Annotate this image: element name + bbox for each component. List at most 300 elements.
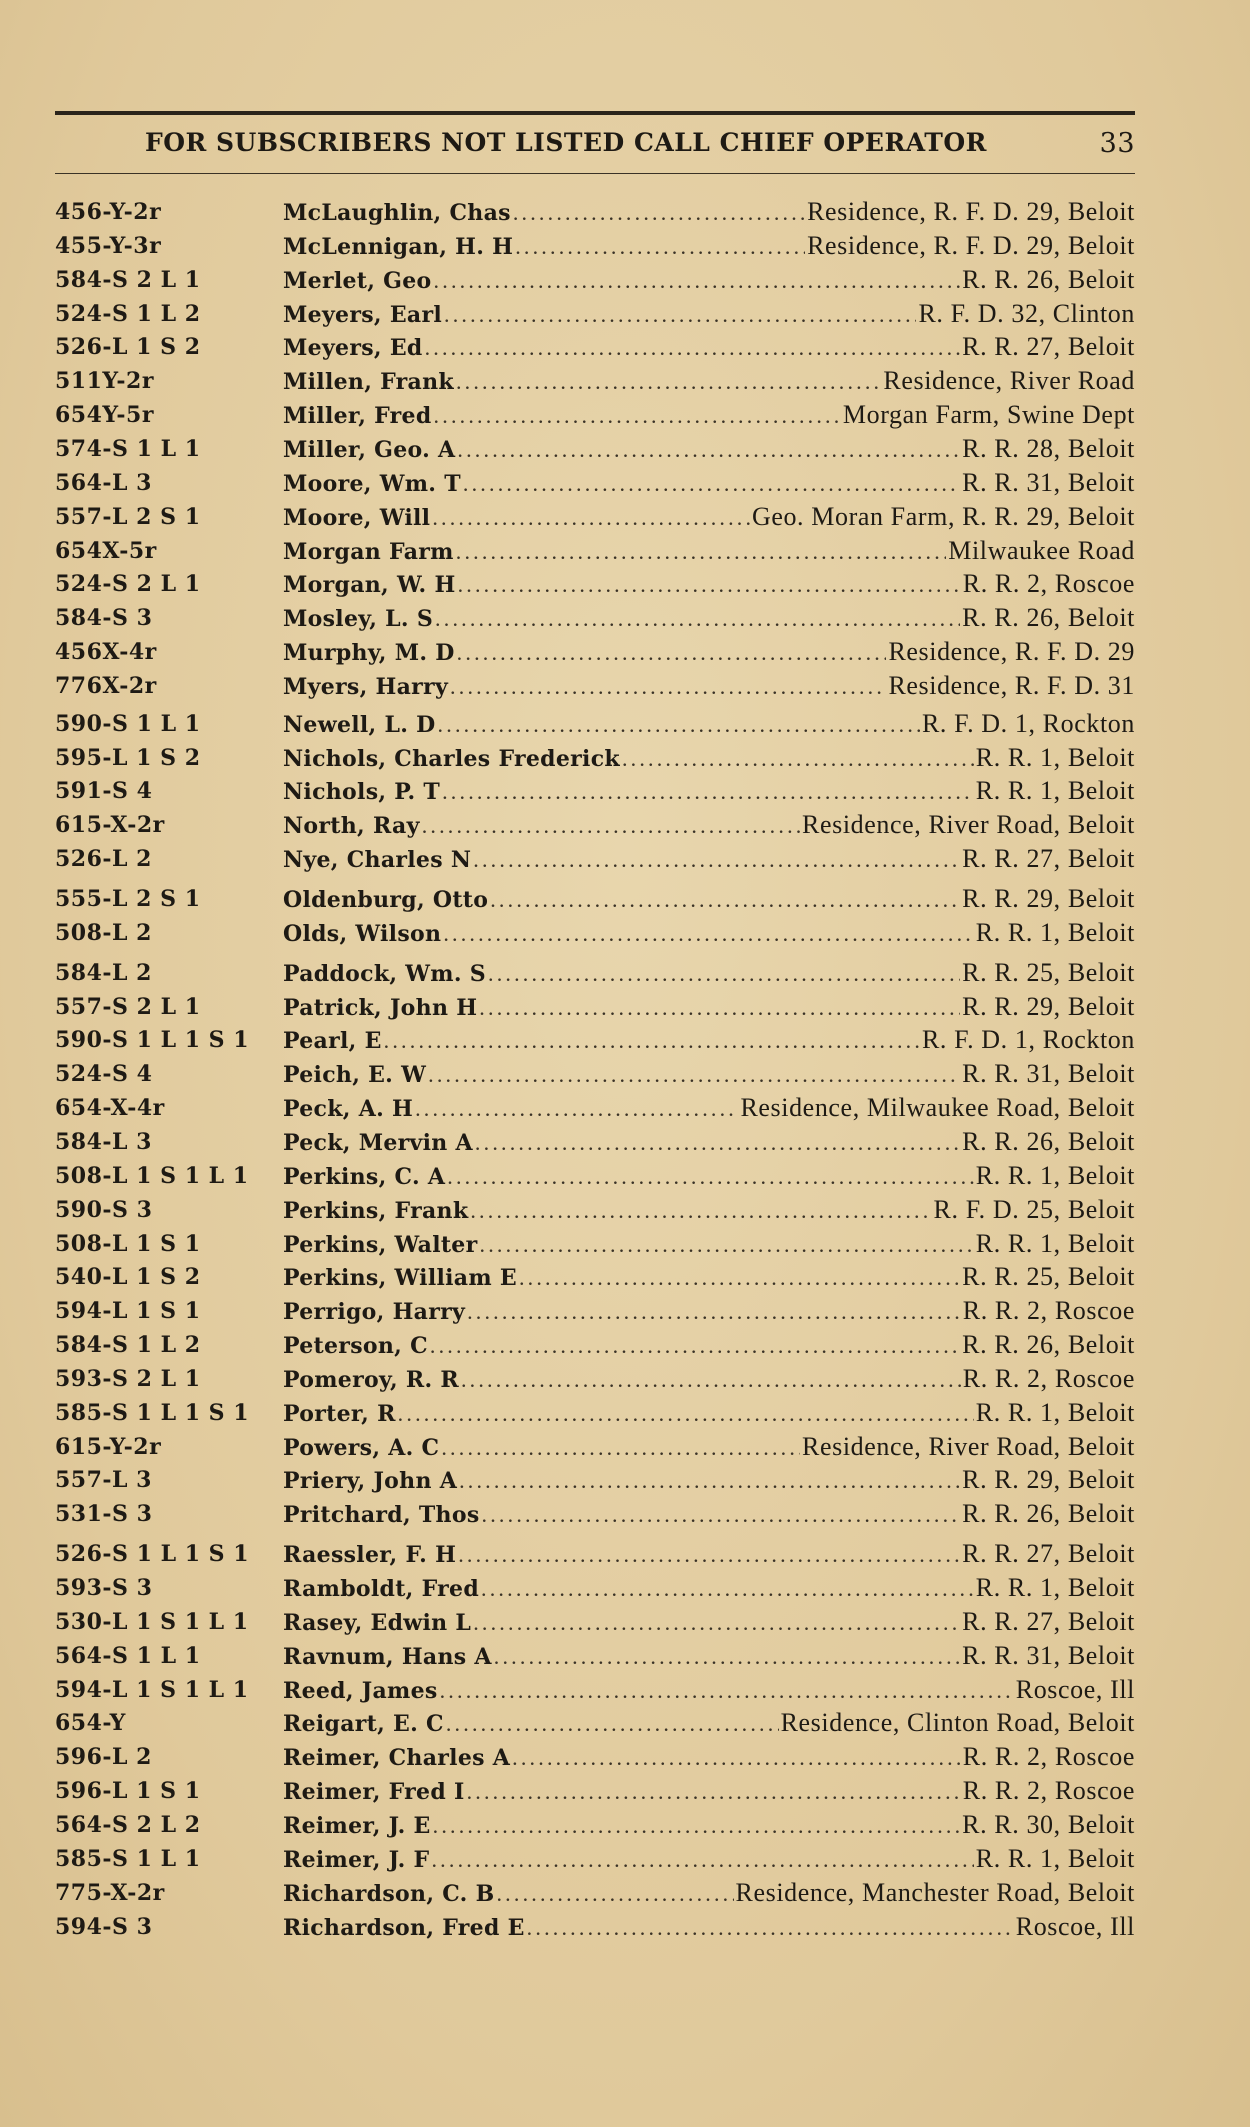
subscriber-entry xyxy=(283,298,1135,331)
dot-leader xyxy=(519,1262,960,1294)
header-top-rule xyxy=(55,111,1135,115)
phone-number: 508-L 1 S 1 L 1 xyxy=(55,1162,249,1189)
dot-leader xyxy=(441,1432,800,1464)
phone-number: 456-Y-2r xyxy=(55,199,162,225)
subscriber-entry xyxy=(283,991,1135,1024)
subscriber-address: Residence, R. F. D. 31 xyxy=(888,670,1135,700)
subscriber-name: Paddock, Wm. S xyxy=(283,960,486,987)
subscriber-name: Priery, John A xyxy=(283,1468,458,1495)
subscriber-entry xyxy=(283,1640,1135,1673)
dot-leader xyxy=(470,1195,931,1227)
listing-row xyxy=(0,1092,1250,1124)
dot-leader xyxy=(494,1641,960,1673)
listing-row xyxy=(0,298,1250,330)
phone-number: 455-Y-3r xyxy=(55,232,162,259)
phone-number: 564-S 2 L 2 xyxy=(55,1811,201,1838)
subscriber-address: R. R. 1, Beloit xyxy=(975,776,1135,806)
dot-leader xyxy=(527,1912,1014,1944)
dot-leader xyxy=(457,434,960,466)
subscriber-address: R. R. 31, Beloit xyxy=(962,467,1135,497)
listing-row xyxy=(0,1228,1250,1260)
subscriber-entry xyxy=(283,433,1135,466)
dot-leader xyxy=(496,1878,733,1910)
subscriber-address: R. R. 1, Beloit xyxy=(975,1160,1135,1190)
subscriber-entry xyxy=(283,1775,1135,1808)
subscriber-entry xyxy=(283,365,1135,398)
phone-number: 594-L 1 S 1 L 1 xyxy=(55,1676,249,1703)
subscriber-name: Ramboldt, Fred xyxy=(283,1576,480,1602)
dot-leader xyxy=(482,1499,961,1531)
listing-row xyxy=(0,1572,1250,1604)
subscriber-entry xyxy=(283,501,1135,534)
subscriber-entry xyxy=(283,1674,1135,1707)
phone-number: 594-L 1 S 1 xyxy=(55,1298,201,1325)
listing-row xyxy=(0,670,1250,702)
subscriber-address: R. R. 2, Roscoe xyxy=(962,1776,1135,1806)
dot-leader xyxy=(512,1742,961,1774)
dot-leader xyxy=(432,502,750,534)
subscriber-entry xyxy=(283,1261,1135,1294)
page-header xyxy=(55,128,1135,168)
header-title: FOR SUBSCRIBERS NOT LISTED CALL CHIEF OPERATOR xyxy=(145,128,987,157)
subscriber-address: R. R. 30, Beloit xyxy=(962,1809,1135,1839)
dot-leader xyxy=(415,1093,738,1125)
phone-number: 584-S 2 L 1 xyxy=(55,266,201,293)
phone-number: 654-Y xyxy=(55,1710,126,1737)
phone-number: 524-S 4 xyxy=(55,1061,153,1088)
phone-number: 557-L 2 S 1 xyxy=(55,503,201,530)
listing-row xyxy=(0,883,1250,915)
dot-leader xyxy=(434,400,841,432)
subscriber-name: Ravnum, Hans A xyxy=(283,1643,492,1670)
phone-number: 593-S 2 L 1 xyxy=(55,1365,201,1392)
subscriber-name: Raessler, F. H xyxy=(283,1542,457,1569)
phone-number: 456X-4r xyxy=(55,639,157,666)
phone-number: 590-S 1 L 1 S 1 xyxy=(55,1027,250,1054)
subscriber-name: Porter, R xyxy=(283,1400,396,1427)
subscriber-name: Rasey, Edwin L xyxy=(283,1609,472,1636)
subscriber-name: Nye, Charles N xyxy=(283,847,472,874)
subscriber-entry xyxy=(283,1126,1135,1159)
dot-leader xyxy=(430,1330,960,1362)
listing-row xyxy=(0,1024,1250,1056)
subscriber-address: Residence, River Road xyxy=(883,366,1135,396)
phone-number: 615-X-2r xyxy=(55,812,165,839)
listing-row xyxy=(0,1674,1250,1706)
subscriber-entry xyxy=(283,1092,1135,1125)
phone-number: 530-L 1 S 1 L 1 xyxy=(55,1608,249,1635)
subscriber-name: Olds, Wilson xyxy=(283,920,442,947)
subscriber-address: Milwaukee Road xyxy=(948,535,1135,565)
phone-number: 524-S 1 L 2 xyxy=(55,300,201,327)
subscriber-entry xyxy=(283,636,1135,669)
subscriber-address: Morgan Farm, Swine Dept xyxy=(842,400,1135,430)
subscriber-address: R. F. D. 1, Rockton xyxy=(921,1025,1135,1055)
listing-row xyxy=(0,331,1250,363)
listing-row xyxy=(0,1431,1250,1463)
subscriber-name: Pearl, E xyxy=(283,1028,382,1055)
subscriber-address: Residence, R. F. D. 29, Beloit xyxy=(807,197,1135,226)
phone-number: 555-L 2 S 1 xyxy=(55,886,201,912)
listing-row xyxy=(0,1809,1250,1841)
dot-leader xyxy=(479,992,960,1024)
subscriber-name: Morgan Farm xyxy=(283,538,454,565)
subscriber-name: Miller, Fred xyxy=(283,403,432,430)
subscriber-entry xyxy=(283,331,1135,364)
dot-leader xyxy=(475,1127,960,1159)
phone-number: 585-S 1 L 1 xyxy=(55,1845,201,1872)
listing-row xyxy=(0,843,1250,875)
subscriber-name: Peich, E. W xyxy=(283,1062,427,1089)
subscriber-address: Geo. Moran Farm, R. R. 29, Beloit xyxy=(751,501,1135,531)
listing-row xyxy=(0,1329,1250,1361)
subscriber-name: McLennigan, H. H xyxy=(283,233,514,260)
listing-row xyxy=(0,1464,1250,1496)
phone-number: 654-X-4r xyxy=(55,1095,165,1122)
subscriber-name: Reimer, Charles A xyxy=(283,1745,511,1772)
listing-row xyxy=(0,1194,1250,1226)
phone-number: 776X-2r xyxy=(55,672,157,699)
dot-leader xyxy=(467,1296,961,1328)
subscriber-name: Peck, Mervin A xyxy=(283,1129,473,1156)
phone-number: 526-L 2 xyxy=(55,846,152,873)
subscriber-address: Residence, River Road, Beloit xyxy=(802,1431,1135,1461)
listing-row xyxy=(0,957,1250,989)
phone-number: 574-S 1 L 1 xyxy=(55,435,201,462)
subscriber-name: Meyers, Ed xyxy=(283,335,423,362)
listing-row xyxy=(0,1775,1250,1807)
phone-number: 654X-5r xyxy=(55,537,157,564)
listing-row xyxy=(0,1843,1250,1875)
subscriber-name: Reimer, Fred I xyxy=(283,1779,465,1806)
subscriber-name: Moore, Will xyxy=(283,504,431,531)
subscriber-entry xyxy=(283,1329,1135,1362)
subscriber-name: Nichols, Charles Frederick xyxy=(283,745,620,772)
subscriber-address: R. R. 28, Beloit xyxy=(962,433,1135,463)
dot-leader xyxy=(473,844,960,876)
subscriber-name: Merlet, Geo xyxy=(283,267,432,294)
subscriber-name: Perkins, Frank xyxy=(283,1197,469,1224)
subscriber-address: R. R. 27, Beloit xyxy=(962,332,1135,362)
dot-leader xyxy=(428,1059,960,1091)
phone-number: 584-L 2 xyxy=(55,959,152,986)
subscriber-address: R. R. 2, Roscoe xyxy=(962,1363,1135,1393)
subscriber-entry xyxy=(283,1877,1135,1910)
dot-leader xyxy=(438,709,920,741)
phone-number: 590-S 1 L 1 xyxy=(55,710,201,737)
subscriber-address: R. R. 26, Beloit xyxy=(962,603,1135,633)
subscriber-address: R. R. 29, Beloit xyxy=(962,884,1135,913)
listing-row xyxy=(0,1363,1250,1395)
subscriber-entry xyxy=(283,1160,1135,1193)
subscriber-entry xyxy=(283,917,1135,950)
subscriber-entry xyxy=(283,1707,1135,1740)
listing-row xyxy=(0,433,1250,465)
subscriber-name: Oldenburg, Otto xyxy=(283,887,489,913)
subscriber-address: R. R. 29, Beloit xyxy=(962,1465,1135,1495)
subscriber-address: R. R. 27, Beloit xyxy=(962,844,1135,874)
listing-row xyxy=(0,991,1250,1023)
phone-number: 585-S 1 L 1 S 1 xyxy=(55,1399,250,1426)
subscriber-name: Newell, L. D xyxy=(283,711,436,738)
listing-row xyxy=(0,1877,1250,1909)
listing-row xyxy=(0,708,1250,740)
subscriber-entry xyxy=(283,1741,1135,1774)
phone-number: 590-S 3 xyxy=(55,1196,153,1223)
dot-leader xyxy=(456,536,947,568)
dot-leader xyxy=(442,776,974,808)
subscriber-address: Residence, R. F. D. 29 xyxy=(888,637,1135,667)
subscriber-entry xyxy=(283,1194,1135,1227)
listing-row xyxy=(0,1058,1250,1090)
phone-number: 526-S 1 L 1 S 1 xyxy=(55,1541,250,1568)
subscriber-address: R. R. 25, Beloit xyxy=(962,1262,1135,1292)
phone-number: 595-L 1 S 2 xyxy=(55,744,201,771)
subscriber-entry xyxy=(283,264,1135,297)
subscriber-address: R. R. 25, Beloit xyxy=(962,957,1135,987)
dot-leader xyxy=(440,1675,1014,1707)
subscriber-address: R. R. 31, Beloit xyxy=(962,1059,1135,1089)
dot-leader xyxy=(384,1025,920,1057)
subscriber-name: Reimer, J. F xyxy=(283,1846,430,1873)
subscriber-entry xyxy=(283,775,1135,808)
dot-leader xyxy=(513,197,805,229)
subscriber-name: Peterson, C xyxy=(283,1333,428,1360)
subscriber-entry xyxy=(283,742,1135,775)
subscriber-entry xyxy=(283,1431,1135,1464)
dot-leader xyxy=(480,1229,974,1261)
subscriber-name: Powers, A. C xyxy=(283,1434,440,1461)
subscriber-name: Pritchard, Thos xyxy=(283,1502,480,1529)
subscriber-address: R. R. 1, Beloit xyxy=(975,1843,1135,1873)
subscriber-address: R. R. 1, Beloit xyxy=(975,1397,1135,1427)
subscriber-name: Nichols, P. T xyxy=(283,779,441,806)
phone-number: 508-L 2 xyxy=(55,919,152,946)
phone-number: 557-L 3 xyxy=(55,1467,152,1494)
subscriber-entry xyxy=(283,670,1135,703)
listing-row xyxy=(0,1261,1250,1293)
subscriber-address: R. R. 1, Beloit xyxy=(975,917,1135,947)
phone-number: 584-L 3 xyxy=(55,1128,152,1155)
subscriber-entry xyxy=(283,1843,1135,1876)
subscriber-entry xyxy=(283,230,1135,263)
subscriber-name: Peck, A. H xyxy=(283,1096,414,1123)
phone-number: 654Y-5r xyxy=(55,402,154,429)
subscriber-address: R. R. 2, Roscoe xyxy=(962,1296,1135,1326)
subscriber-address: R. R. 26, Beloit xyxy=(962,1330,1135,1360)
listing-row xyxy=(0,1295,1250,1327)
subscriber-address: Residence, River Road, Beloit xyxy=(802,810,1135,840)
listing-row xyxy=(0,230,1250,262)
phone-number: 511Y-2r xyxy=(55,368,154,395)
listing-row xyxy=(0,742,1250,774)
dot-leader xyxy=(422,810,800,842)
subscriber-entry xyxy=(283,957,1135,990)
phone-number: 508-L 1 S 1 xyxy=(55,1230,201,1257)
subscriber-address: Residence, Manchester Road, Beloit xyxy=(735,1877,1135,1907)
subscriber-name: Richardson, C. B xyxy=(283,1880,495,1907)
subscriber-address: R. R. 27, Beloit xyxy=(962,1539,1135,1569)
phone-number: 584-S 3 xyxy=(55,605,153,632)
subscriber-address: R. R. 26, Beloit xyxy=(962,264,1135,294)
phone-number: 596-L 2 xyxy=(55,1744,152,1771)
listing-row xyxy=(0,1640,1250,1672)
subscriber-name: Moore, Wm. T xyxy=(283,470,461,497)
subscriber-name: Richardson, Fred E xyxy=(283,1914,525,1941)
subscriber-entry xyxy=(283,467,1135,500)
subscriber-entry xyxy=(283,1228,1135,1261)
dot-leader xyxy=(457,637,887,669)
phone-number: 557-S 2 L 1 xyxy=(55,993,201,1020)
dot-leader xyxy=(481,1573,974,1605)
subscriber-entry xyxy=(283,809,1135,842)
dot-leader xyxy=(431,1844,973,1876)
dot-leader xyxy=(456,366,881,398)
dot-leader xyxy=(434,265,961,297)
subscriber-name: Perkins, William E xyxy=(283,1265,517,1292)
subscriber-entry xyxy=(283,1024,1135,1057)
dot-leader xyxy=(425,332,961,364)
subscriber-entry xyxy=(283,843,1135,876)
listing-row xyxy=(0,196,1250,228)
dot-leader xyxy=(447,1161,973,1193)
listing-row xyxy=(0,775,1250,807)
dot-leader xyxy=(490,884,960,916)
subscriber-address: Roscoe, Ill xyxy=(1015,1674,1135,1704)
subscriber-address: R. R. 26, Beloit xyxy=(962,1499,1135,1529)
subscriber-entry xyxy=(283,1498,1135,1531)
dot-leader xyxy=(467,1776,961,1808)
phone-number: 524-S 2 L 1 xyxy=(55,571,201,598)
phone-number: 564-S 1 L 1 xyxy=(55,1642,201,1669)
subscriber-name: Pomeroy, R. R xyxy=(283,1366,459,1393)
dot-leader xyxy=(433,1810,961,1842)
subscriber-address: R. R. 27, Beloit xyxy=(962,1606,1135,1636)
subscriber-entry xyxy=(283,1538,1135,1571)
subscriber-address: Residence, R. F. D. 29, Beloit xyxy=(807,230,1135,260)
subscriber-name: Morgan, W. H xyxy=(283,572,456,599)
subscriber-entry xyxy=(283,1606,1135,1639)
subscriber-name: Mosley, L. S xyxy=(283,606,434,633)
listing-row xyxy=(0,1397,1250,1429)
listing-row xyxy=(0,1538,1250,1570)
subscriber-address: Residence, Clinton Road, Beloit xyxy=(780,1708,1135,1738)
subscriber-entry xyxy=(283,196,1135,229)
dot-leader xyxy=(459,1465,960,1497)
subscriber-address: R. R. 1, Beloit xyxy=(975,742,1135,772)
page-number: 33 xyxy=(1099,128,1135,159)
subscriber-entry xyxy=(283,1464,1135,1497)
dot-leader xyxy=(443,918,973,950)
subscriber-address: R. R. 2, Roscoe xyxy=(962,569,1135,599)
subscriber-address: Residence, Milwaukee Road, Beloit xyxy=(740,1093,1135,1123)
subscriber-address: R. R. 31, Beloit xyxy=(962,1640,1135,1670)
subscriber-name: Murphy, M. D xyxy=(283,640,455,667)
listing-row xyxy=(0,365,1250,397)
listing-row xyxy=(0,1160,1250,1192)
listing-row xyxy=(0,1707,1250,1739)
subscriber-entry xyxy=(283,1363,1135,1396)
subscriber-address: R. F. D. 32, Clinton xyxy=(918,298,1135,328)
phone-number: 596-L 1 S 1 xyxy=(55,1778,201,1805)
header-bottom-rule xyxy=(55,173,1135,174)
listing-row xyxy=(0,501,1250,533)
subscriber-name: Miller, Geo. A xyxy=(283,436,456,463)
subscriber-name: Millen, Frank xyxy=(283,369,454,396)
phone-number: 526-L 1 S 2 xyxy=(55,334,201,361)
phone-number: 615-Y-2r xyxy=(55,1433,162,1460)
subscriber-name: North, Ray xyxy=(283,813,420,840)
subscriber-name: Reigart, E. C xyxy=(283,1711,444,1738)
subscriber-name: Perrigo, Harry xyxy=(283,1299,466,1326)
listing-row xyxy=(0,264,1250,296)
listing-row xyxy=(0,809,1250,841)
subscriber-entry xyxy=(283,535,1135,568)
subscriber-name: Reed, James xyxy=(283,1677,438,1704)
subscriber-address: R. F. D. 1, Rockton xyxy=(921,708,1135,738)
phone-number: 593-S 3 xyxy=(55,1575,153,1601)
phone-number: 584-S 1 L 2 xyxy=(55,1332,201,1359)
subscriber-entry xyxy=(283,1397,1135,1430)
listing-row xyxy=(0,602,1250,634)
listing-row xyxy=(0,1911,1250,1943)
subscriber-address: R. R. 1, Beloit xyxy=(975,1573,1135,1602)
dot-leader xyxy=(446,1708,779,1740)
dot-leader xyxy=(435,603,960,635)
subscriber-name: Reimer, J. E xyxy=(283,1812,431,1839)
listing-row xyxy=(0,1498,1250,1530)
subscriber-name: McLaughlin, Chas xyxy=(283,200,511,226)
phone-number: 594-S 3 xyxy=(55,1913,153,1940)
subscriber-entry xyxy=(283,708,1135,741)
phone-number: 531-S 3 xyxy=(55,1501,153,1528)
dot-leader xyxy=(622,743,974,775)
listing-row xyxy=(0,568,1250,600)
subscriber-address: R. R. 1, Beloit xyxy=(975,1228,1135,1258)
subscriber-name: Patrick, John H xyxy=(283,994,478,1021)
dot-leader xyxy=(458,1539,960,1571)
phone-number: 564-L 3 xyxy=(55,469,152,496)
subscriber-address: R. R. 29, Beloit xyxy=(962,991,1135,1021)
dot-leader xyxy=(463,468,960,500)
subscriber-entry xyxy=(283,568,1135,601)
subscriber-entry xyxy=(283,1058,1135,1091)
phone-number: 775-X-2r xyxy=(55,1879,165,1906)
subscriber-address: R. R. 26, Beloit xyxy=(962,1126,1135,1156)
dot-leader xyxy=(515,231,805,263)
subscriber-entry xyxy=(283,1911,1135,1944)
subscriber-entry xyxy=(283,602,1135,635)
subscriber-address: R. F. D. 25, Beloit xyxy=(933,1194,1135,1224)
dot-leader xyxy=(444,299,916,331)
dot-leader xyxy=(458,569,961,601)
subscriber-name: Perkins, C. A xyxy=(283,1163,446,1190)
dot-leader xyxy=(398,1398,974,1430)
phone-number: 540-L 1 S 2 xyxy=(55,1264,201,1291)
phone-number: 591-S 4 xyxy=(55,778,153,805)
listing-row xyxy=(0,1741,1250,1773)
listing-row xyxy=(0,636,1250,668)
listing-row xyxy=(0,467,1250,499)
subscriber-entry xyxy=(283,1809,1135,1842)
listing-row xyxy=(0,1126,1250,1158)
dot-leader xyxy=(461,1364,961,1396)
dot-leader xyxy=(473,1607,960,1639)
dot-leader xyxy=(488,958,960,990)
subscriber-entry xyxy=(283,883,1135,916)
subscriber-name: Meyers, Earl xyxy=(283,301,442,328)
subscriber-address: R. R. 2, Roscoe xyxy=(962,1742,1135,1772)
